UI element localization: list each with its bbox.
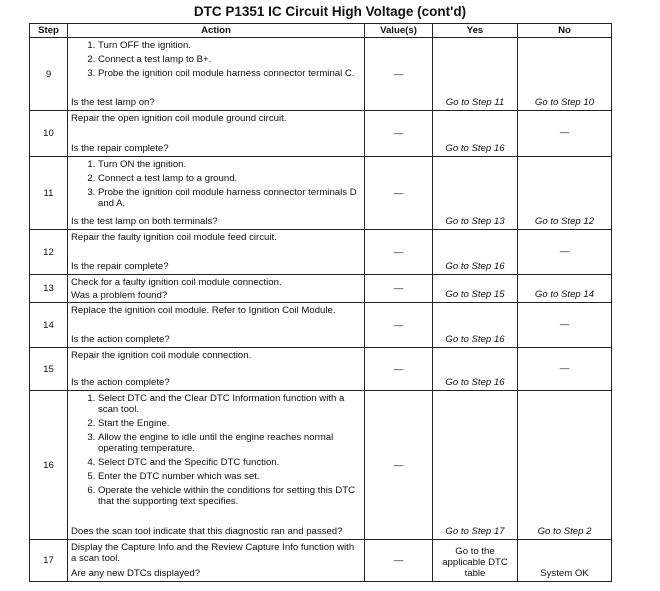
no-result: System OK	[518, 540, 612, 582]
action-cell	[68, 230, 365, 275]
step-number: 14	[30, 303, 68, 348]
yes-result: Go to Step 16	[433, 111, 518, 157]
table-row	[30, 230, 612, 275]
step-number: 12	[30, 230, 68, 275]
value-cell: —	[365, 230, 433, 275]
yes-result: Go to Step 13	[433, 157, 518, 230]
action-question: Is the test lamp on?	[71, 97, 155, 108]
diagnostic-table	[29, 23, 612, 582]
value-cell: —	[365, 38, 433, 111]
action-step: 2. Start the Engine.	[98, 418, 364, 429]
no-result: —	[518, 303, 612, 348]
no-result: Go to Step 14	[518, 275, 612, 303]
action-cell	[68, 391, 365, 540]
action-question: Are any new DTCs displayed?	[71, 568, 201, 579]
action-question: Was a problem found?	[71, 290, 168, 301]
action-step: 6. Operate the vehicle within the conditions for setting this DTC that the supporting text specifies.	[98, 485, 364, 507]
action-steps	[68, 393, 364, 510]
action-step: 3. Probe the ignition coil module harness connector terminal C.	[98, 68, 364, 79]
step-number: 10	[30, 111, 68, 157]
table-row	[30, 540, 612, 582]
action-instruction: Repair the faulty ignition coil module feed circuit.	[71, 232, 277, 243]
action-step: 3. Probe the ignition coil module harness connector terminals D and A.	[98, 187, 364, 209]
action-instruction: Repair the ignition coil module connection.	[71, 350, 252, 361]
action-instruction: Check for a faulty ignition coil module connection.	[71, 277, 282, 288]
table-row	[30, 348, 612, 391]
action-cell	[68, 348, 365, 391]
action-step: 1. Select DTC and the Clear DTC Information function with a scan tool.	[98, 393, 364, 415]
header-no: No	[518, 24, 612, 38]
no-result: Go to Step 10	[518, 38, 612, 111]
header-yes: Yes	[433, 24, 518, 38]
step-number: 9	[30, 38, 68, 111]
action-steps	[68, 159, 364, 212]
action-step: 3. Allow the engine to idle until the engine reaches normal operating temperature.	[98, 432, 364, 454]
page-title: DTC P1351 IC Circuit High Voltage (cont'd)	[193, 4, 467, 19]
action-step: 5. Enter the DTC number which was set.	[98, 471, 364, 482]
action-step: 2. Connect a test lamp to B+.	[98, 54, 364, 65]
action-cell	[68, 303, 365, 348]
action-instruction: Replace the ignition coil module. Refer to Ignition Coil Module.	[71, 305, 336, 316]
action-cell	[68, 157, 365, 230]
header-action: Action	[68, 24, 365, 38]
table-row	[30, 391, 612, 540]
action-cell	[68, 111, 365, 157]
action-question: Is the test lamp on both terminals?	[71, 216, 218, 227]
action-step: 1. Turn ON the ignition.	[98, 159, 364, 170]
action-cell	[68, 38, 365, 111]
action-step: 1. Turn OFF the ignition.	[98, 40, 364, 51]
action-question: Is the action complete?	[71, 334, 170, 345]
table-row	[30, 275, 612, 303]
no-result: —	[518, 111, 612, 157]
step-number: 17	[30, 540, 68, 582]
value-cell: —	[365, 348, 433, 391]
step-number: 11	[30, 157, 68, 230]
table-row	[30, 303, 612, 348]
yes-result: Go to Step 17	[433, 391, 518, 540]
value-cell: —	[365, 275, 433, 303]
step-number: 16	[30, 391, 68, 540]
yes-result: Go to Step 16	[433, 348, 518, 391]
action-question: Does the scan tool indicate that this diagnostic ran and passed?	[71, 526, 343, 537]
action-instruction: Display the Capture Info and the Review Capture Info function with a scan tool.	[71, 542, 355, 564]
value-cell: —	[365, 303, 433, 348]
step-number: 13	[30, 275, 68, 303]
yes-result: Go to Step 11	[433, 38, 518, 111]
header-row	[30, 24, 612, 38]
no-result: —	[518, 230, 612, 275]
no-result: —	[518, 348, 612, 391]
action-question: Is the repair complete?	[71, 261, 169, 272]
no-result: Go to Step 2	[518, 391, 612, 540]
action-instruction: Repair the open ignition coil module ground circuit.	[71, 113, 287, 124]
yes-result: Go to Step 16	[433, 303, 518, 348]
value-cell: —	[365, 157, 433, 230]
yes-result: Go to the applicable DTC table	[433, 540, 518, 582]
action-cell	[68, 540, 365, 582]
table-row	[30, 111, 612, 157]
action-question: Is the action complete?	[71, 377, 170, 388]
table-row	[30, 38, 612, 111]
table-row	[30, 157, 612, 230]
action-question: Is the repair complete?	[71, 143, 169, 154]
action-cell	[68, 275, 365, 303]
step-number: 15	[30, 348, 68, 391]
yes-result: Go to Step 16	[433, 230, 518, 275]
action-step: 2. Connect a test lamp to a ground.	[98, 173, 364, 184]
header-step: Step	[30, 24, 68, 38]
value-cell: —	[365, 391, 433, 540]
yes-result: Go to Step 15	[433, 275, 518, 303]
header-values: Value(s)	[365, 24, 433, 38]
value-cell: —	[365, 111, 433, 157]
value-cell: —	[365, 540, 433, 582]
action-steps	[68, 40, 364, 82]
no-result: Go to Step 12	[518, 157, 612, 230]
action-step: 4. Select DTC and the Specific DTC function.	[98, 457, 364, 468]
